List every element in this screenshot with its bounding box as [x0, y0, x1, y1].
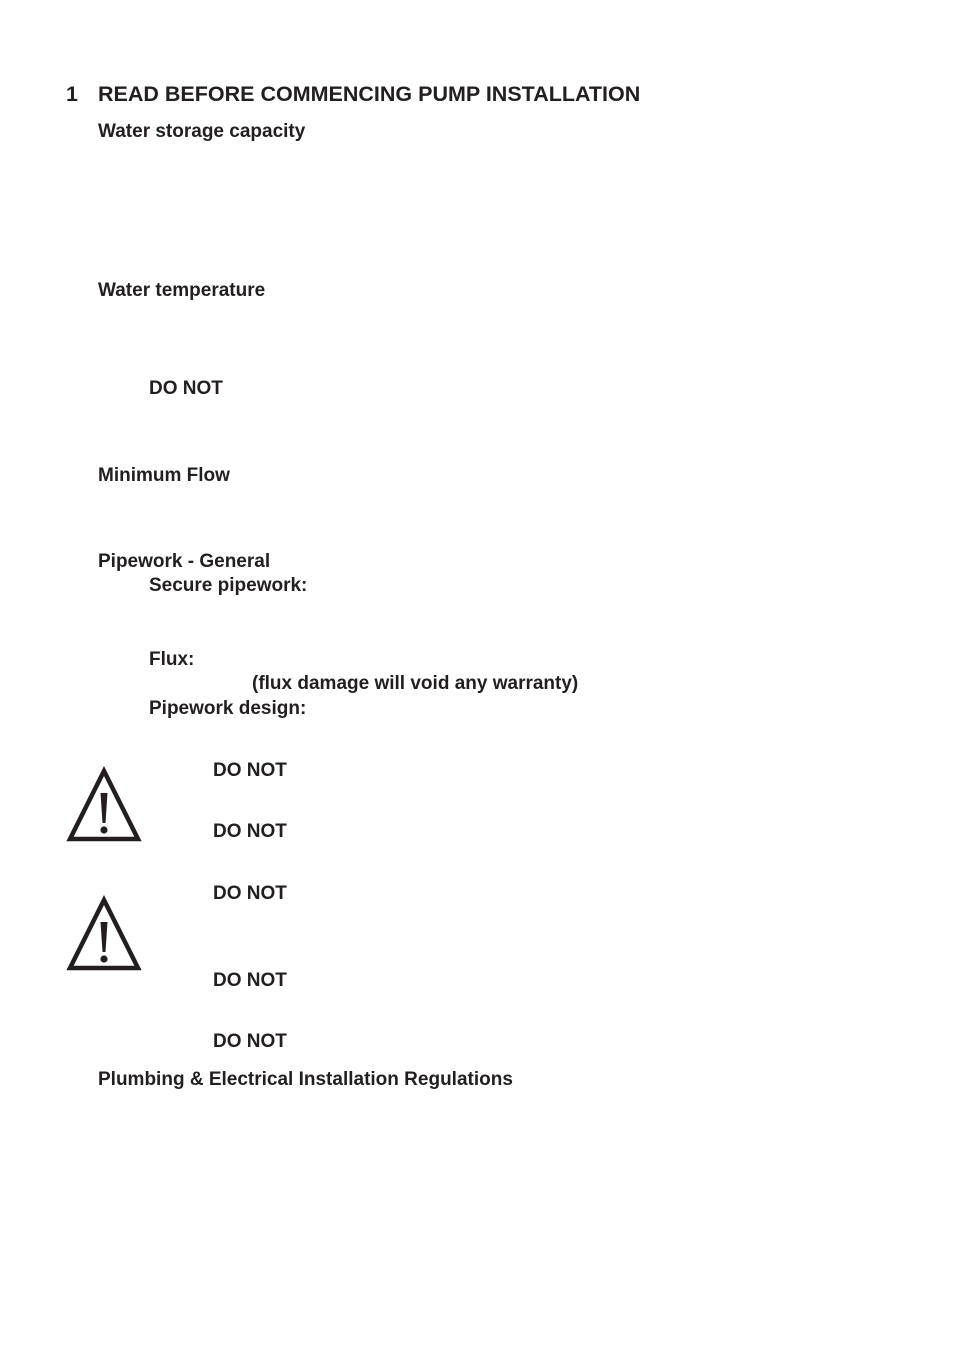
pipework-flux-label: Flux:: [149, 649, 195, 670]
warning-do-not-1: DO NOT: [213, 760, 287, 781]
pipework-design-label: Pipework design:: [149, 698, 307, 719]
heading-minimum-flow: Minimum Flow: [98, 465, 230, 486]
section-number: 1: [66, 82, 78, 106]
warning-triangle-icon: [66, 895, 142, 971]
warning-do-not-3: DO NOT: [213, 883, 287, 904]
heading-pipework-general: Pipework - General: [98, 551, 271, 572]
heading-water-storage: Water storage capacity: [98, 121, 306, 142]
pipework-secure-label: Secure pipework:: [149, 575, 308, 596]
warning-do-not-4: DO NOT: [213, 970, 287, 991]
heading-water-temperature: Water temperature: [98, 280, 266, 301]
pipework-flux-note: (flux damage will void any warranty): [252, 673, 579, 694]
warning-triangle-icon: [66, 766, 142, 842]
warning-do-not-2: DO NOT: [213, 821, 287, 842]
water-temperature-do-not: DO NOT: [149, 378, 223, 399]
warning-do-not-5: DO NOT: [213, 1031, 287, 1052]
heading-regulations: Plumbing & Electrical Installation Regulations: [98, 1069, 513, 1090]
section-title: READ BEFORE COMMENCING PUMP INSTALLATION: [98, 82, 641, 106]
